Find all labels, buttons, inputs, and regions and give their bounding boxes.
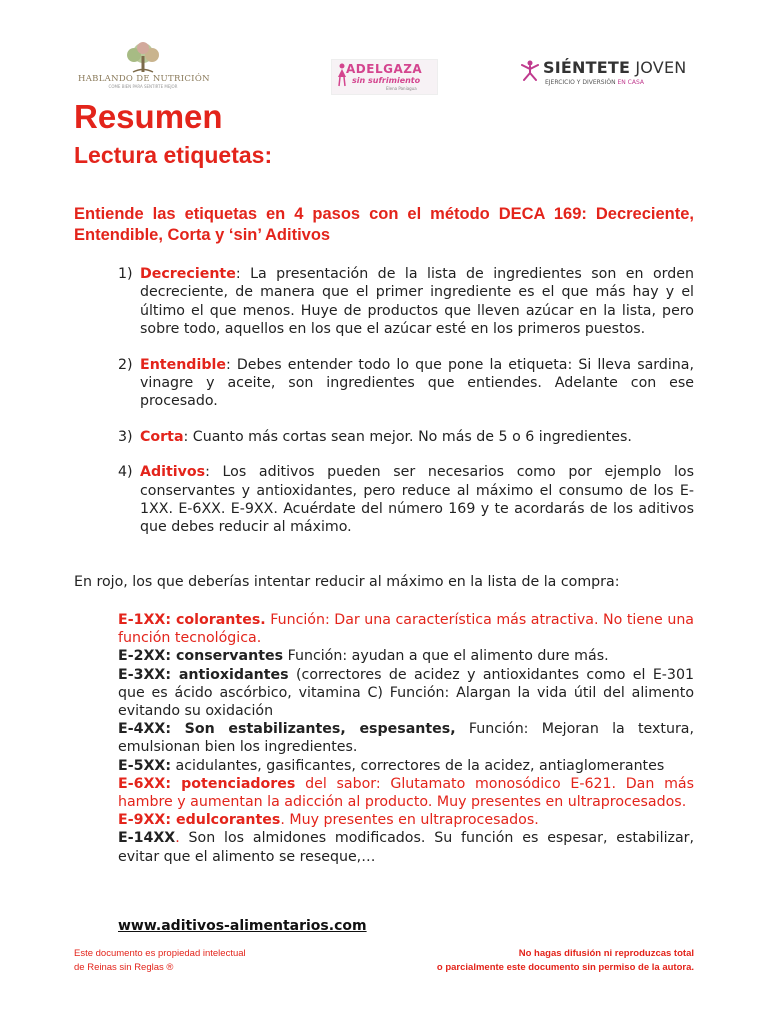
footer-disclaimer: No hagas difusión ni reproduzcas total o parcialmente este documento sin permiso de la autora. [436,948,694,973]
additive-item-e1xx: E-1XX: colorantes. Función: Dar una característica más atractiva. No tiene una función tecnológica. [118,612,695,647]
logo-hablando-de-nutricion [78,42,208,98]
logo-adelgaza-title: ADELGAZA [346,62,423,76]
additives-list [118,611,694,866]
intro-heading: Entiende las etiquetas en 4 pasos con el método DECA 169: Decreciente, Entendible, Corta y ‘sin’ Aditivos [74,205,694,244]
page-title: Resumen [74,98,223,135]
logo-sientete-subtitle: EJERCICIO Y DIVERSIÓN EN CASA [545,79,645,86]
header-logos [0,40,768,100]
additive-item-e4xx: E-4XX: Son estabilizantes, espesantes, Función: Mejoran la textura, emulsionan bien los ingredientes. [118,721,694,756]
logo-adelgaza [331,59,438,95]
list-item: 2) Entendible: Debes entender todo lo que pone la etiqueta: Si lleva sardina, vinagre y aceite, son ingredientes que entiendes. Adelante con ese procesado. [118,356,694,410]
page-subtitle: Lectura etiquetas: [74,142,273,168]
logo-sientete-title: SIÉNTETE JOVEN [543,58,687,77]
list-item: 3) Corta: Cuanto más cortas sean mejor. No más de 5 o 6 ingredientes. [118,428,632,445]
logo-sientete-joven [519,58,699,92]
additive-item-e14xx: E-14XX. Son los almidones modificados. Su función es espesar, estabilizar, evitar que el alimento se reseque,… [118,830,694,865]
logo-hablando-title: HABLANDO DE NUTRICIÓN [78,74,210,84]
additive-item-e2xx: E-2XX: conservantes Función: ayudan a que el alimento dure más. [118,648,609,665]
deca-steps-list [118,265,694,554]
footer-copyright: Este documento es propiedad intelectual de Reinas sin Reglas ® [74,948,246,973]
logo-adelgaza-small: Elena Paniagua [386,86,417,91]
additive-item-e6xx: E-6XX: potenciadores del sabor: Glutamato monosódico E-621. Dan más hambre y aumentan la adicción al producto. Muy presentes en ultraprocesados. [118,775,694,811]
additive-item-e9xx: E-9XX: edulcorantes. Muy presentes en ultraprocesados. [118,812,539,829]
reference-link[interactable]: www.aditivos-alimentarios.com [118,918,367,934]
list-item: 1) Decreciente: La presentación de la lista de ingredientes son en orden decreciente, de manera que el primer ingrediente es el que más hay y el último el que menos. Huye de productos que lleven azúcar en la lista, pero sobre todo, aquellos en los que el azúcar esté en los primeros puestos. [118,266,694,338]
star-figure-icon [519,59,541,81]
logo-hablando-subtitle: COME BIEN PARA SENTIRTE MEJOR [108,84,178,89]
additive-item-e5xx: E-5XX: acidulantes, gasificantes, correctores de la acidez, antiaglomerantes [118,757,665,774]
logo-adelgaza-subtitle: sin sufrimiento [352,76,421,85]
list-item: 4) Aditivos: Los aditivos pueden ser necesarios como por ejemplo los conservantes y antioxidantes, pero reduce al máximo el consumo de los E-1XX. E-6XX. E-9XX. Acuérdate del número 169 y te acordarás de los aditivos que debes reducir al máximo. [118,464,694,536]
additive-item-e3xx: E-3XX: antioxidantes (correctores de acidez y antioxidantes como el E-301 que es ácido ascórbico, vitamina C) Función: Alargan la vida útil del alimento evitando su oxidación [118,666,694,720]
tree-icon [121,42,165,74]
additives-note: En rojo, los que deberías intentar reducir al máximo en la lista de la compra: [74,574,620,590]
